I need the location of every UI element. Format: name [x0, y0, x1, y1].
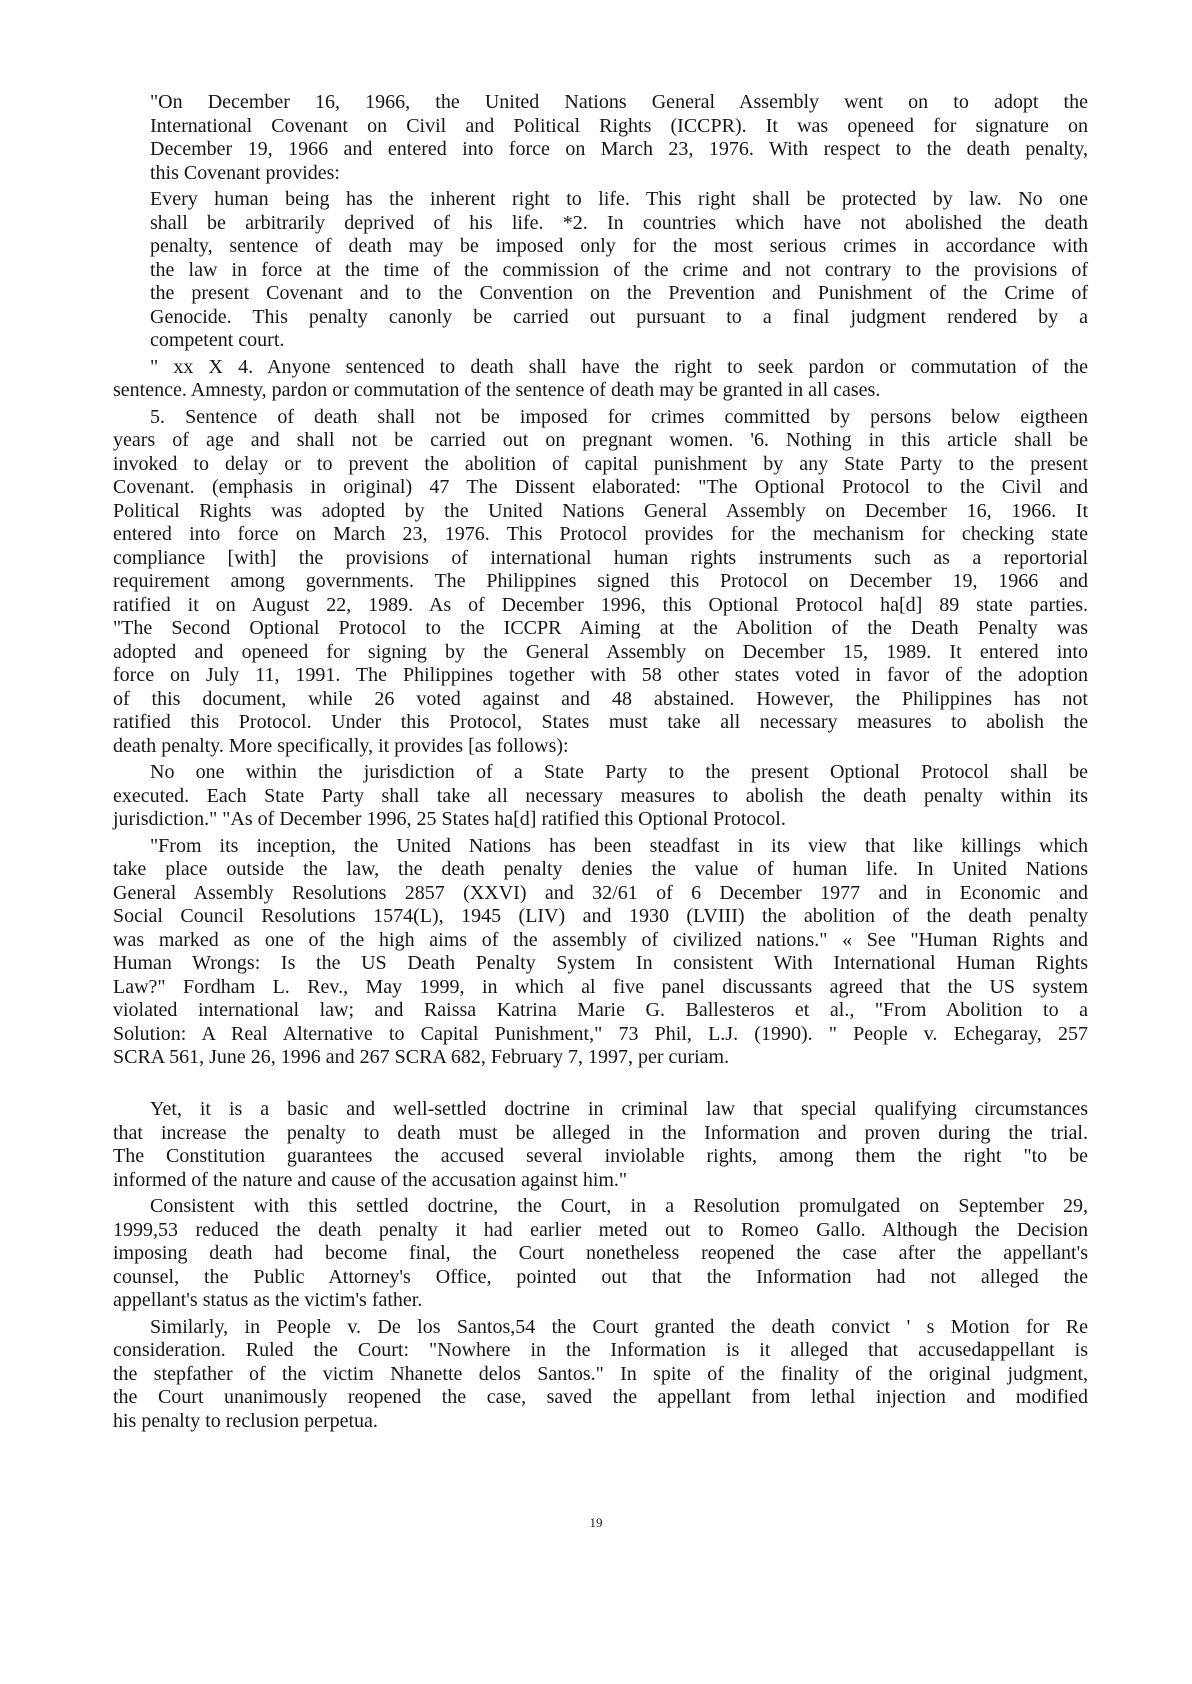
text-line: jurisdiction." "As of December 1996, 25 States ha[d] ratified this Optional Protocol. [113, 808, 786, 831]
text-line: Covenant. (emphasis in original) 47 The Dissent elaborated: "The Optional Protocol to the Civil and [113, 476, 1088, 499]
paragraph [113, 835, 1088, 1070]
text-line: 1999,53 reduced the death penalty it had earlier meted out to Romeo Gallo. Although the Decision [113, 1218, 1088, 1241]
main-section [113, 1098, 1088, 1433]
text-line: take place outside the law, the death penalty denies the value of human life. In United Nations [113, 858, 1088, 881]
text-line: the stepfather of the victim Nhanette delos Santos." In spite of the finality of the original judgment, [113, 1362, 1088, 1385]
quoted-section [113, 91, 1088, 1070]
text-line: "The Second Optional Protocol to the ICCPR Aiming at the Abolition of the Death Penalty was [113, 617, 1088, 640]
text-line: Consistent with this settled doctrine, the Court, in a Resolution promulgated on September 29, [150, 1195, 1088, 1218]
text-line: December 19, 1966 and entered into force on March 23, 1976. With respect to the death penalty, [150, 138, 1088, 161]
text-line: Every human being has the inherent right to life. This right shall be protected by law. No one [150, 188, 1088, 211]
text-line: informed of the nature and cause of the accusation against him." [113, 1168, 628, 1191]
paragraph [113, 1316, 1088, 1434]
paragraph [113, 761, 1088, 832]
paragraph [113, 91, 1088, 185]
text-line: The Constitution guarantees the accused several inviolable rights, among them the right "to be [113, 1145, 1088, 1168]
text-line: ratified it on August 22, 1989. As of December 1996, this Optional Protocol ha[d] 89 state parties. [113, 593, 1088, 616]
text-line: "On December 16, 1966, the United Nations General Assembly went on to adopt the [150, 91, 1088, 114]
text-line: Human Wrongs: Is the US Death Penalty System In consistent With International Human Rights [113, 952, 1088, 975]
text-line: General Assembly Resolutions 2857 (XXVI) and 32/61 of 6 December 1977 and in Economic and [113, 881, 1088, 904]
text-line: compliance [with] the provisions of international human rights instruments such as a reportorial [113, 546, 1088, 569]
text-line: ratified this Protocol. Under this Protocol, States must take all necessary measures to abolish the [113, 711, 1088, 734]
text-line: Law?" Fordham L. Rev., May 1999, in which al five panel discussants agreed that the US system [113, 975, 1088, 998]
text-line: the law in force at the time of the commission of the crime and not contrary to the provisions of [150, 258, 1088, 281]
text-line: Genocide. This penalty canonly be carried out pursuant to a final judgment rendered by a [150, 305, 1088, 328]
text-line: his penalty to reclusion perpetua. [113, 1409, 378, 1432]
text-line: Yet, it is a basic and well-settled doctrine in criminal law that special qualifying circumstances [150, 1098, 1088, 1121]
paragraph [113, 356, 1088, 403]
text-line: the Court unanimously reopened the case, saved the appellant from lethal injection and modified [113, 1386, 1088, 1409]
text-line: Similarly, in People v. De los Santos,54 the Court granted the death convict ' s Motion for Re [150, 1315, 1088, 1338]
text-line: executed. Each State Party shall take all necessary measures to abolish the death penalty within its [113, 784, 1088, 807]
text-line: " xx X 4. Anyone sentenced to death shall have the right to seek pardon or commutation of the [150, 355, 1088, 378]
text-line: death penalty. More specifically, it provides [as follows): [113, 734, 569, 757]
text-line: 5. Sentence of death shall not be imposed for crimes committed by persons below eigtheen [150, 405, 1088, 428]
text-line: appellant's status as the victim's father. [113, 1289, 423, 1312]
text-line: "From its inception, the United Nations has been steadfast in its view that like killings which [150, 834, 1088, 857]
text-line: competent court. [150, 329, 285, 352]
text-line: SCRA 561, June 26, 1996 and 267 SCRA 682, February 7, 1997, per curiam. [113, 1046, 730, 1069]
text-line: adopted and openeed for signing by the General Assembly on December 15, 1989. It entered into [113, 640, 1088, 663]
text-line: years of age and shall not be carried out on pregnant women. '6. Nothing in this article shall be [113, 429, 1088, 452]
text-line: requirement among governments. The Philippines signed this Protocol on December 19, 1966 and [113, 570, 1088, 593]
paragraph [113, 406, 1088, 759]
paragraph [113, 188, 1088, 353]
text-line: consideration. Ruled the Court: "Nowhere in the Information is it alleged that accusedappellant is [113, 1339, 1088, 1362]
paragraph [113, 1195, 1088, 1313]
text-line: Social Council Resolutions 1574(L), 1945 (LIV) and 1930 (LVIII) the abolition of the death penalty [113, 905, 1088, 928]
text-line: was marked as one of the high aims of the assembly of civilized nations." « See "Human Rights and [113, 928, 1088, 951]
text-line: entered into force on March 23, 1976. This Protocol provides for the mechanism for checking state [113, 523, 1088, 546]
text-line: of this document, while 26 voted against and 48 abstained. However, the Philippines has not [113, 687, 1088, 710]
text-line: Political Rights was adopted by the United Nations General Assembly on December 16, 1966. It [113, 499, 1088, 522]
text-line: violated international law; and Raissa Katrina Marie G. Ballesteros et al., "From Abolition to a [113, 999, 1088, 1022]
text-line: that increase the penalty to death must be alleged in the Information and proven during the trial. [113, 1121, 1088, 1144]
text-line: shall be arbitrarily deprived of his life. *2. In countries which have not abolished the death [150, 211, 1088, 234]
text-line: counsel, the Public Attorney's Office, pointed out that the Information had not alleged the [113, 1265, 1088, 1288]
text-line: this Covenant provides: [150, 161, 340, 184]
text-line: imposing death had become final, the Court nonetheless reopened the case after the appellant's [113, 1242, 1088, 1265]
text-line: force on July 11, 1991. The Philippines together with 58 other states voted in favor of the adoption [113, 664, 1088, 687]
page-number: 19 [589, 1515, 603, 1530]
text-line: the present Covenant and to the Convention on the Prevention and Punishment of the Crime of [150, 282, 1088, 305]
text-line: Solution: A Real Alternative to Capital Punishment," 73 Phil, L.J. (1990). " People v. Echegaray, 257 [113, 1022, 1088, 1045]
text-line: penalty, sentence of death may be imposed only for the most serious crimes in accordance with [150, 235, 1088, 258]
paragraph [113, 1098, 1088, 1192]
text-line: invoked to delay or to prevent the abolition of capital punishment by any State Party to the present [113, 452, 1088, 475]
document-body [113, 91, 1088, 1436]
text-line: International Covenant on Civil and Political Rights (ICCPR). It was openeed for signature on [150, 114, 1088, 137]
text-line: No one within the jurisdiction of a State Party to the present Optional Protocol shall be [150, 761, 1088, 784]
text-line: sentence. Amnesty, pardon or commutation of the sentence of death may be granted in all cases. [113, 379, 881, 402]
